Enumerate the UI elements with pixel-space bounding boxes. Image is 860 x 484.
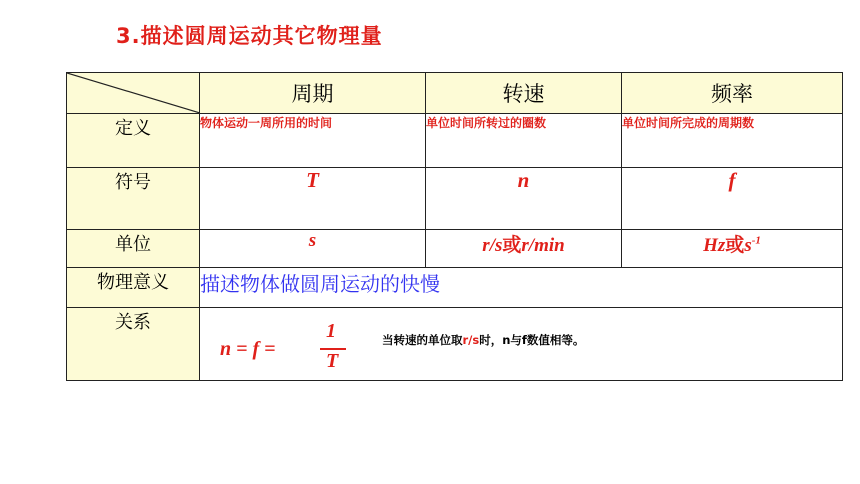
unit-period: s	[200, 230, 426, 268]
unit-frequency	[622, 230, 843, 268]
relation-cell	[200, 308, 843, 381]
row-header-symbol: 符号	[67, 168, 200, 230]
symbol-frequency: f	[622, 168, 843, 230]
relation-formula	[220, 320, 340, 380]
table-row-unit	[67, 230, 843, 268]
formula-numerator: 1	[326, 320, 336, 342]
unit-speed-rps: r/s	[482, 235, 503, 256]
unit-frequency-exponent: -1	[751, 234, 761, 247]
table-header-row	[67, 73, 843, 114]
note-prefix: 当转速的单位取	[382, 333, 463, 347]
table-row-symbol	[67, 168, 843, 230]
definition-speed: 单位时间所转过的圈数	[426, 114, 622, 168]
note-suffix: 时，n与f数值相等。	[479, 333, 585, 347]
symbol-speed: n	[426, 168, 622, 230]
row-header-unit: 单位	[67, 230, 200, 268]
table-row-relation	[67, 308, 843, 381]
physics-quantities-table	[66, 72, 843, 381]
column-header-rotation-speed: 转速	[426, 73, 622, 114]
unit-frequency-hz: Hz	[703, 235, 726, 256]
unit-frequency-s: s	[744, 235, 752, 256]
formula-denominator: T	[326, 350, 339, 372]
unit-speed	[426, 230, 622, 268]
unit-frequency-or: 或	[725, 235, 745, 256]
symbol-period: T	[200, 168, 426, 230]
page-title: 3.描述圆周运动其它物理量	[116, 24, 383, 48]
meaning-text: 描述物体做圆周运动的快慢	[200, 268, 843, 308]
unit-speed-or: 或	[502, 235, 522, 256]
row-header-relation: 关系	[67, 308, 200, 381]
diagonal-line	[67, 73, 200, 113]
definition-period: 物体运动一周所用的时间	[200, 114, 426, 168]
relation-note	[382, 332, 584, 348]
note-unit: r/s	[462, 333, 480, 347]
diagonal-header-cell	[67, 73, 200, 114]
row-header-definition: 定义	[67, 114, 200, 168]
column-header-frequency: 频率	[622, 73, 843, 114]
row-header-meaning: 物理意义	[67, 268, 200, 308]
column-header-period: 周期	[200, 73, 426, 114]
table-row-meaning	[67, 268, 843, 308]
definition-frequency: 单位时间所完成的周期数	[622, 114, 843, 168]
table-row-definition	[67, 114, 843, 168]
formula-lhs: n = f =	[220, 338, 276, 360]
unit-speed-rpm: r/min	[521, 235, 565, 256]
